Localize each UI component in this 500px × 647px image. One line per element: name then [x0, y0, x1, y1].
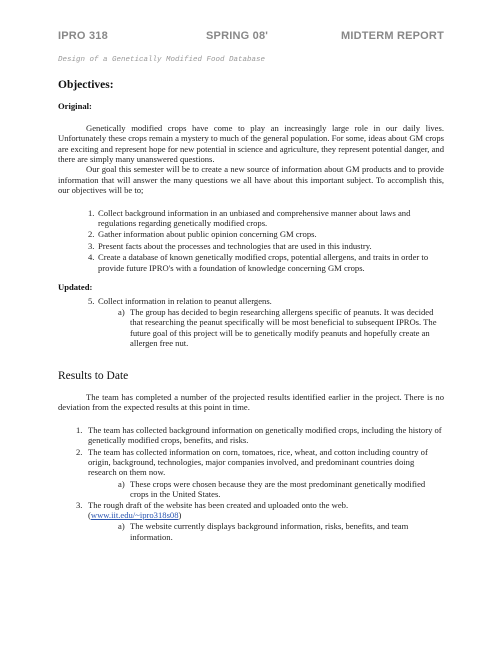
course-code: IPRO 318: [58, 30, 108, 42]
list-item-text: The team has collected background information on genetically modified crops, including the history of genetically modified crops, benefits, and risks.: [88, 424, 442, 446]
link-close-paren: ): [178, 510, 182, 520]
list-item: [58, 241, 444, 251]
updated-list: [58, 296, 444, 306]
sub-list-letter: a): [118, 521, 125, 532]
term-label: SPRING 08': [206, 30, 269, 42]
list-number: 2.: [76, 446, 83, 457]
sub-list-text: The website currently displays background information, risks, benefits, and team information.: [130, 521, 409, 542]
list-item: [58, 229, 444, 239]
list-number: 3.: [88, 240, 95, 251]
list-item-text: The rough draft of the website has been created and uploaded onto the web.: [88, 499, 349, 510]
list-item-text: Present facts about the processes and technologies that are used in this industry.: [98, 240, 372, 251]
sub-list-text: The group has decided to begin researching allergens specific of peanuts. It was decided that researching the peanut specifically will be most beneficial to subsequent IPROs. The future goal of this project will be to genetically modify peanuts and hopefully create an allergen free nut.: [130, 306, 437, 349]
objectives-list: [58, 208, 444, 273]
document-body: [58, 80, 444, 542]
sub-list-item: [58, 307, 444, 349]
list-item: [58, 208, 444, 229]
list-number: 3.: [76, 499, 83, 510]
list-item: [58, 252, 444, 273]
list-item-text: Create a database of known genetically modified crops, potential allergens, and traits in order to provide future IPRO's with a foundation of knowledge concerning GM crops.: [98, 252, 429, 273]
sub-list-letter: a): [118, 478, 125, 489]
list-item-text: Collect background information in an unbiased and comprehensive manner about laws and regulations regarding genetically modified crops.: [98, 207, 411, 229]
sub-list-text: These crops were chosen because they are the most predominant genetically modified crops in the United States.: [130, 478, 426, 500]
list-item: [58, 425, 444, 446]
original-label: Original:: [58, 101, 92, 112]
list-item: [58, 296, 444, 306]
list-item: [58, 447, 444, 478]
document-subtitle: Design of a Genetically Modified Food Database: [58, 56, 266, 64]
objectives-paragraph-2: Our goal this semester will be to create a new source of information about GM products and to provide information that will answer the many questions we all have about this important subject. To accomplish this, our objectives will be to;: [58, 164, 444, 196]
list-number: 1.: [88, 207, 95, 218]
sub-list-item: [58, 479, 444, 500]
results-intro: The team has completed a number of the projected results identified earlier in the project. There is no deviation from the expected results at this point in time.: [58, 391, 444, 413]
results-list: [58, 425, 444, 478]
link-open-paren: (: [88, 510, 91, 520]
results-heading: Results to Date: [58, 369, 129, 382]
list-number: 2.: [88, 229, 95, 240]
objectives-heading: Objectives:: [58, 79, 114, 91]
sub-list-letter: a): [118, 306, 125, 317]
objectives-paragraph-1: Genetically modified crops have come to play an increasingly large role in our daily lives. Unfortunately these crops remain a mystery to much of the general population. For some, ideas about GM crops are exciting and represent hope for new potential in science and agriculture, they represent potential danger, and there are simply many unanswered questions.: [58, 122, 444, 165]
website-link[interactable]: www.iit.edu/~ipro318s08: [90, 510, 179, 520]
list-number: 5.: [88, 295, 95, 306]
list-item-text: The team has collected information on corn, tomatoes, rice, wheat, and cotton including country of origin, background, technologies, major companies involved, and predominant countries doing research on them now.: [88, 446, 428, 478]
list-item-text: Collect information in relation to peanut allergens.: [98, 295, 272, 306]
report-type: MIDTERM REPORT: [340, 30, 444, 42]
list-item-text: Gather information about public opinion concerning GM crops.: [98, 229, 317, 240]
updated-label: Updated:: [58, 282, 93, 293]
sub-list-item: [58, 521, 444, 542]
list-item: [58, 500, 444, 521]
results-list-continued: [58, 500, 444, 521]
list-number: 4.: [88, 252, 95, 263]
list-number: 1.: [76, 424, 83, 435]
